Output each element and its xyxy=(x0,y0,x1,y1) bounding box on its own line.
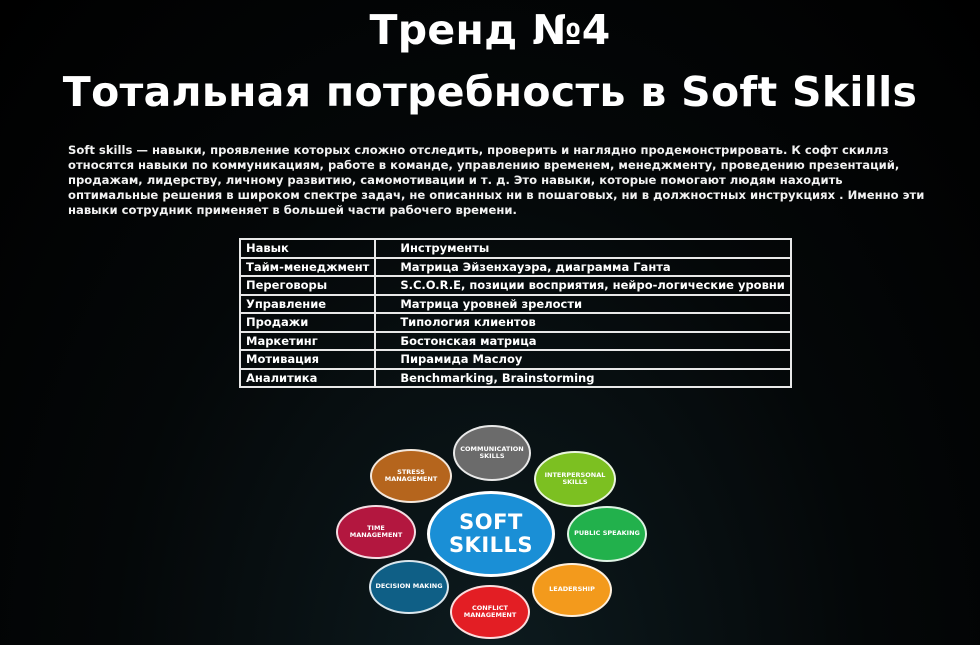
skill-cell: Маркетинг xyxy=(240,332,375,351)
skill-cell: Продажи xyxy=(240,313,375,332)
center-label: SOFT SKILLS xyxy=(448,510,534,557)
bubble-time-management: TIME MANAGEMENT xyxy=(336,505,416,559)
tools-cell: Типология клиентов xyxy=(375,313,791,332)
page-title: Тренд №4 xyxy=(369,6,611,54)
bubble-public-speaking: PUBLIC SPEAKING xyxy=(567,506,647,562)
tools-cell: Пирамида Маслоу xyxy=(375,350,791,369)
table-row xyxy=(240,332,791,351)
tools-cell: S.C.O.R.E, позиции восприятия, нейро-логические уровни xyxy=(375,276,791,295)
table-header-row xyxy=(240,239,791,258)
tools-cell: Матрица уровней зрелости xyxy=(375,295,791,314)
bubble-stress-management: STRESS MANAGEMENT xyxy=(370,449,452,503)
skill-cell: Аналитика xyxy=(240,369,375,388)
skill-cell: Переговоры xyxy=(240,276,375,295)
page-subtitle: Тотальная потребность в Soft Skills xyxy=(62,68,918,116)
table-row xyxy=(240,350,791,369)
table-row xyxy=(240,276,791,295)
table-row xyxy=(240,313,791,332)
skill-cell: Управление xyxy=(240,295,375,314)
skill-cell: Мотивация xyxy=(240,350,375,369)
intro-paragraph: Soft skills — навыки, проявление которых сложно отследить, проверить и наглядно продемонстрировать. К софт скиллз относятся навыки по коммуникациям, работе в команде, управлению временем, менеджменту, проведению презентаций, продажам, лидерству, личному развитию, самомотивации и т. д. Это навыки, которые помогают людям находить оптимальные решения в широком спектре задач, не описанных ни в пошаговых, ни в должностных инструкциях . Именно эти навыки сотрудник применяет в большей части рабочего времени. xyxy=(68,143,925,217)
column-header-tools: Инструменты xyxy=(375,239,791,258)
bubble-decision-making: DECISION MAKING xyxy=(369,560,449,614)
tools-cell: Бостонская матрица xyxy=(375,332,791,351)
bubble-soft-skills-center xyxy=(427,491,555,577)
table-row xyxy=(240,258,791,277)
soft-skills-diagram xyxy=(330,423,650,643)
skills-table xyxy=(239,238,792,388)
bubble-leadership: LEADERSHIP xyxy=(532,563,612,617)
skill-cell: Тайм-менеджмент xyxy=(240,258,375,277)
table-row xyxy=(240,295,791,314)
bubble-communication-skills: COMMUNICATION SKILLS xyxy=(453,425,531,481)
tools-cell: Матрица Эйзенхауэра, диаграмма Ганта xyxy=(375,258,791,277)
tools-cell: Benchmarking, Brainstorming xyxy=(375,369,791,388)
bubble-conflict-management: CONFLICT MANAGEMENT xyxy=(450,585,530,639)
bubble-interpersonal-skills: INTERPERSONAL SKILLS xyxy=(534,451,616,507)
column-header-skill: Навык xyxy=(240,239,375,258)
table-row xyxy=(240,369,791,388)
